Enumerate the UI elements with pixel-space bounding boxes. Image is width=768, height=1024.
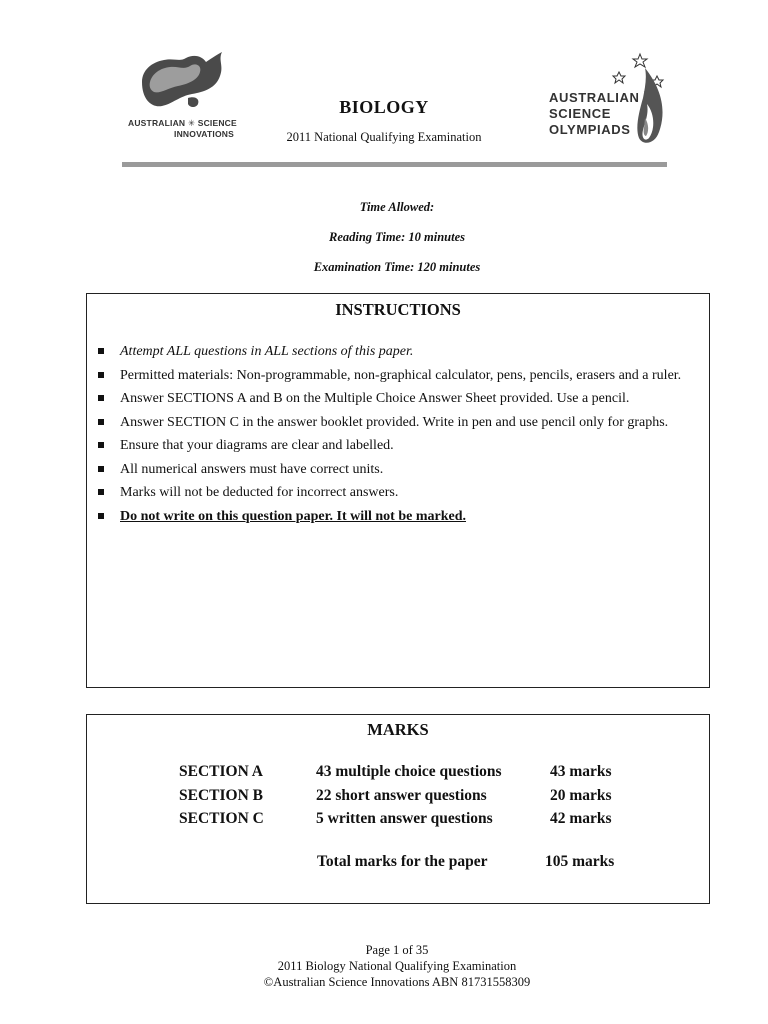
total-label: Total marks for the paper — [317, 853, 488, 870]
instruction-text: Marks will not be deducted for incorrect answers. — [120, 485, 399, 500]
section-marks: 42 marks — [550, 810, 612, 827]
instruction-item — [95, 367, 687, 385]
page-title: BIOLOGY — [339, 97, 429, 117]
olympiads-logo-line-2: SCIENCE — [549, 106, 611, 121]
instruction-warning-text: Do not write on this question paper. It will not be marked. — [120, 508, 467, 524]
bullet-icon — [98, 372, 104, 378]
footer-exam-name: 2011 Biology National Qualifying Examination — [277, 959, 517, 973]
header-divider — [122, 162, 667, 167]
star-icon: ✳ — [187, 118, 196, 128]
logo-text-science: SCIENCE — [197, 118, 237, 128]
marks-heading: MARKS — [367, 720, 429, 739]
section-marks: 43 marks — [550, 763, 612, 780]
reading-time: Reading Time: 10 minutes — [329, 230, 465, 244]
section-description: 43 multiple choice questions — [316, 763, 502, 780]
logo-text-innovations: INNOVATIONS — [174, 129, 234, 139]
olympiads-logo-line-1: AUSTRALIAN — [549, 90, 640, 105]
instructions-heading: INSTRUCTIONS — [335, 300, 461, 319]
instruction-item — [95, 390, 687, 408]
instruction-item — [95, 343, 687, 361]
olympiads-logo-line-3: OLYMPIADS — [549, 122, 631, 137]
bullet-icon — [98, 395, 104, 401]
logo-text-australian: AUSTRALIAN — [128, 118, 186, 128]
instruction-item — [95, 461, 687, 479]
bullet-icon — [98, 489, 104, 495]
torch-flame-icon — [609, 52, 669, 148]
time-allowed: Time Allowed: — [359, 200, 435, 214]
instruction-text: Permitted materials: Non-programmable, non-graphical calculator, pens, pencils, erasers and a ruler. — [120, 367, 682, 383]
instruction-item — [95, 508, 687, 526]
page-subtitle: 2011 National Qualifying Examination — [286, 130, 482, 144]
instructions-box — [86, 293, 710, 688]
page-number: Page 1 of 35 — [365, 943, 429, 957]
instruction-item — [95, 484, 687, 502]
instruction-text: Ensure that your diagrams are clear and labelled. — [120, 438, 394, 453]
total-marks: 105 marks — [545, 853, 615, 870]
instructions-list — [95, 343, 687, 531]
bullet-icon — [98, 513, 104, 519]
section-name: SECTION C — [179, 810, 264, 827]
section-marks: 20 marks — [550, 787, 612, 804]
instruction-text: Answer SECTIONS A and B on the Multiple Choice Answer Sheet provided. Use a pencil. — [120, 391, 630, 406]
examination-time: Examination Time: 120 minutes — [313, 260, 481, 274]
australian-science-olympiads-logo — [549, 52, 669, 152]
bullet-icon — [98, 348, 104, 354]
footer-copyright: ©Australian Science Innovations ABN 81731558309 — [263, 975, 531, 989]
bullet-icon — [98, 419, 104, 425]
bullet-icon — [98, 442, 104, 448]
marks-box — [86, 714, 710, 904]
section-description: 5 written answer questions — [316, 810, 493, 827]
bullet-icon — [98, 466, 104, 472]
instruction-text: Attempt ALL questions in ALL sections of this paper. — [120, 344, 414, 359]
instruction-text: All numerical answers must have correct units. — [120, 461, 384, 477]
instruction-item — [95, 414, 687, 432]
instruction-text: Answer SECTION C in the answer booklet provided. Write in pen and use pencil only for graphs. — [120, 414, 669, 430]
instruction-item — [95, 437, 687, 455]
section-description: 22 short answer questions — [316, 787, 487, 804]
section-name: SECTION B — [179, 787, 263, 804]
section-name: SECTION A — [179, 763, 263, 780]
